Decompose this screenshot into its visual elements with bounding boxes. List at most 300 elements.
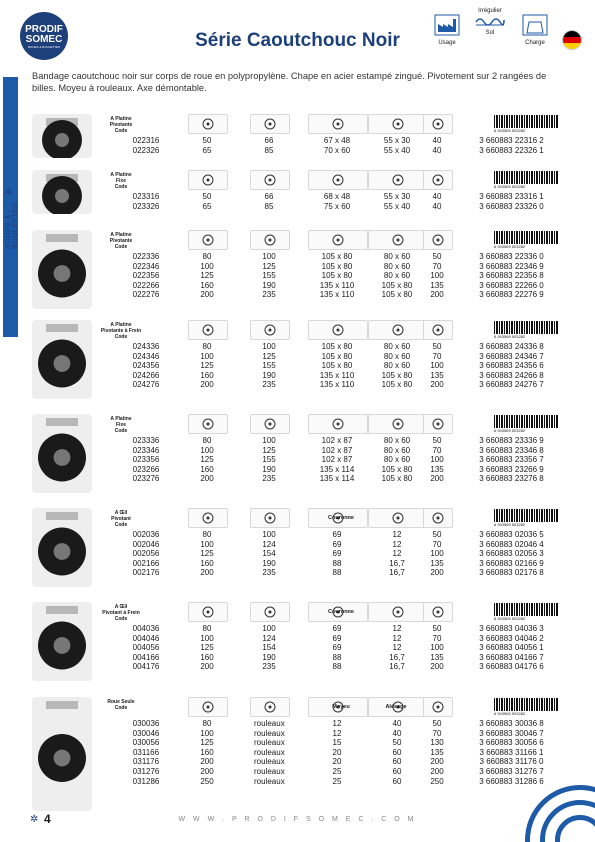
- barcode-number: 6 943569 503282: [494, 428, 526, 433]
- hole-spacing-icon: [368, 114, 428, 134]
- table-cell: 70: [432, 633, 442, 643]
- table-cell: 100: [200, 728, 214, 738]
- table-cell: 022316: [132, 136, 160, 145]
- plate-size-icon: [308, 114, 368, 134]
- table-cell: 235: [262, 568, 276, 578]
- table-cell: 024336: [132, 342, 160, 351]
- table-cell: 100: [262, 530, 276, 539]
- table-cell: 105 x 80: [321, 351, 353, 361]
- plate-size-icon-glyph: [332, 174, 344, 186]
- plate-size-icon-glyph: [332, 118, 344, 130]
- height-icon-glyph: [264, 234, 276, 246]
- table-cell: 023316: [132, 192, 160, 201]
- hole-spacing-icon: [368, 508, 428, 528]
- factory-icon: [434, 14, 460, 36]
- table-cell: 100: [200, 539, 214, 549]
- footer-url: W W W . P R O D I F S O M E C . C O M: [178, 816, 417, 823]
- height-icon: [250, 170, 290, 190]
- wheel-diameter-icon-glyph: [202, 174, 214, 186]
- section-label: A Platine Fixe Code: [110, 172, 132, 190]
- table-cell: 3 660883 22346 9: [479, 261, 544, 271]
- table-cell: 50: [432, 342, 442, 351]
- table-row: [32, 446, 564, 455]
- table-cell: 3 660883 04056 1: [479, 643, 544, 653]
- table-row: [32, 146, 564, 155]
- table-cell: 135: [430, 747, 444, 757]
- table-cell: 002056: [132, 549, 160, 559]
- table-cell: 135 x 114: [319, 474, 355, 484]
- table-cell: 69: [332, 633, 342, 643]
- table-cell: 023336: [132, 436, 160, 445]
- table-cell: 100: [200, 633, 214, 643]
- table-cell: 40: [432, 136, 442, 145]
- table-cell: 135: [430, 280, 444, 290]
- table-cell: rouleaux: [254, 747, 285, 757]
- table-cell: 16,7: [389, 568, 405, 578]
- table-cell: 3 660883 30046 7: [479, 728, 544, 738]
- table-cell: 80 x 60: [383, 342, 411, 351]
- load-icon-glyph: [432, 174, 444, 186]
- product-section: [32, 697, 564, 817]
- table-cell: 200: [200, 474, 214, 484]
- table-cell: 25: [332, 776, 342, 786]
- floor-caption: Sol: [485, 30, 495, 36]
- table-cell: 102 x 87: [321, 436, 353, 445]
- table-row: [32, 202, 564, 211]
- table-cell: 200: [430, 767, 444, 776]
- table-row: [32, 361, 564, 370]
- height-icon-glyph: [264, 418, 276, 430]
- load-icon-glyph: [432, 701, 444, 713]
- table-cell: 135 x 110: [319, 280, 355, 290]
- table-cell: 69: [332, 539, 342, 549]
- table-cell: 3 660883 02036 5: [479, 530, 544, 539]
- table-cell: 80: [202, 342, 212, 351]
- table-cell: 160: [200, 370, 214, 380]
- load-icon-glyph: [432, 418, 444, 430]
- section-label: A Platine Pivotante à Frein Code: [100, 322, 142, 340]
- table-cell: 105 x 80: [381, 370, 413, 380]
- table-cell: 85: [264, 145, 274, 155]
- table-cell: 155: [262, 361, 276, 371]
- table-cell: 67 x 48: [323, 136, 351, 145]
- table-cell: 88: [332, 652, 342, 662]
- table-cell: 12: [332, 728, 342, 738]
- table-cell: 88: [332, 568, 342, 578]
- table-cell: 3 660883 24276 7: [479, 380, 544, 390]
- table-cell: rouleaux: [254, 728, 285, 738]
- usage-indicator: [432, 14, 462, 46]
- table-cell: 66: [264, 136, 274, 145]
- table-cell: 102 x 87: [321, 455, 353, 465]
- table-cell: 023346: [132, 445, 160, 455]
- table-cell: 3 660883 22276 9: [479, 290, 544, 300]
- table-cell: 3 660883 22336 0: [479, 252, 544, 261]
- table-cell: 16,7: [389, 662, 405, 672]
- table-cell: 100: [430, 455, 444, 465]
- barcode-number: 6 943569 503282: [494, 711, 526, 716]
- table-cell: 88: [332, 558, 342, 568]
- table-cell: 105 x 80: [321, 342, 353, 351]
- table-row: [32, 757, 564, 766]
- table-cell: 100: [430, 549, 444, 559]
- plate-size-icon: [308, 230, 368, 250]
- wheel-diameter-icon: [188, 697, 228, 717]
- table-cell: 190: [262, 280, 276, 290]
- product-section: [32, 508, 564, 593]
- table-cell: 125: [262, 445, 276, 455]
- wheel-diameter-icon-glyph: [202, 118, 214, 130]
- table-cell: 155: [262, 271, 276, 281]
- table-cell: 3 660883 02046 4: [479, 539, 544, 549]
- table-cell: 80: [202, 436, 212, 445]
- table-cell: 235: [262, 290, 276, 300]
- table-row: [32, 371, 564, 380]
- table-cell: 65: [202, 145, 212, 155]
- table-cell: 75 x 60: [323, 201, 351, 211]
- table-header: [32, 170, 564, 190]
- table-cell: 160: [200, 464, 214, 474]
- table-cell: 200: [430, 568, 444, 578]
- floor-top-caption: Irrégulier: [478, 8, 502, 14]
- table-cell: 80 x 60: [383, 436, 411, 445]
- barcode-number: 6 943569 503282: [494, 522, 526, 527]
- table-row: [32, 643, 564, 652]
- table-cell: 135 x 114: [319, 464, 355, 474]
- table-row: [32, 281, 564, 290]
- table-cell: 105 x 80: [381, 474, 413, 484]
- table-cell: 50: [392, 738, 402, 748]
- table-cell: 70 x 60: [323, 145, 351, 155]
- table-cell: 022276: [132, 290, 160, 300]
- table-cell: 80: [202, 719, 212, 728]
- table-cell: 030036: [132, 719, 160, 728]
- table-cell: 80: [202, 252, 212, 261]
- table-row: [32, 540, 564, 549]
- table-cell: 100: [262, 252, 276, 261]
- table-cell: 022326: [132, 145, 160, 155]
- table-cell: 3 660883 24346 7: [479, 351, 544, 361]
- table-cell: 030046: [132, 728, 160, 738]
- hole-spacing-icon: [368, 602, 428, 622]
- section-label: Roue Seule Code: [107, 699, 135, 711]
- table-cell: 40: [392, 719, 402, 728]
- table-row: [32, 290, 564, 299]
- table-header: [32, 230, 564, 250]
- table-cell: 80: [202, 624, 212, 633]
- table-cell: 125: [200, 643, 214, 653]
- load-indicator: [520, 14, 550, 46]
- table-header: [32, 414, 564, 434]
- table-cell: 105 x 80: [381, 280, 413, 290]
- hole-spacing-icon: [368, 414, 428, 434]
- table-header: [32, 602, 564, 622]
- table-cell: 105 x 80: [321, 261, 353, 271]
- barcode-icon: [494, 603, 559, 616]
- height-icon: [250, 697, 290, 717]
- product-section: [32, 602, 564, 687]
- table-cell: 66: [264, 192, 274, 201]
- table-cell: 190: [262, 558, 276, 568]
- table-cell: 80 x 60: [383, 261, 411, 271]
- table-cell: 031286: [132, 776, 160, 786]
- table-cell: 3 660883 22266 0: [479, 280, 544, 290]
- hole-spacing-icon-glyph: [392, 324, 404, 336]
- load-icon: [423, 230, 453, 250]
- table-cell: 3 660883 02176 8: [479, 568, 544, 578]
- table-cell: 160: [200, 747, 214, 757]
- hole-spacing-icon-glyph: [392, 174, 404, 186]
- table-header: [32, 114, 564, 134]
- table-cell: 004046: [132, 633, 160, 643]
- table-cell: 022336: [132, 252, 160, 261]
- barcode-number: 6 943569 503282: [494, 334, 526, 339]
- table-cell: 023266: [132, 464, 160, 474]
- table-cell: 3 660883 30036 8: [479, 719, 544, 728]
- wheel-diameter-icon-glyph: [202, 701, 214, 713]
- hole-spacing-icon-glyph: [392, 606, 404, 618]
- table-row: [32, 380, 564, 389]
- table-cell: 124: [262, 633, 276, 643]
- table-cell: 50: [432, 624, 442, 633]
- table-cell: 40: [392, 728, 402, 738]
- table-row: [32, 474, 564, 483]
- hole-spacing-icon-glyph: [392, 512, 404, 524]
- intro-text: Bandage caoutchouc noir sur corps de roue en polypropylène. Chape en acier estampé zingué. Pivotement sur 2 rangées de billes. Moyeu à rouleaux. Axe démontable.: [32, 71, 547, 93]
- table-cell: 80: [202, 530, 212, 539]
- table-cell: 200: [430, 380, 444, 390]
- wheel-diameter-icon: [188, 602, 228, 622]
- plate-size-icon-glyph: [332, 324, 344, 336]
- table-cell: 023356: [132, 455, 160, 465]
- table-cell: 004036: [132, 624, 160, 633]
- table-cell: 105 x 80: [381, 380, 413, 390]
- table-cell: 024266: [132, 370, 160, 380]
- product-section: [32, 320, 564, 405]
- table-cell: 70: [432, 351, 442, 361]
- table-cell: 124: [262, 539, 276, 549]
- table-cell: 023276: [132, 474, 160, 484]
- table-cell: 50: [432, 530, 442, 539]
- table-cell: 160: [200, 652, 214, 662]
- section-label: A Platine Fixe Code: [110, 416, 132, 434]
- hole-spacing-icon: [368, 170, 428, 190]
- logo-line-3: ROUES & ROULETTES: [27, 45, 61, 49]
- table-cell: 3 660883 24356 6: [479, 361, 544, 371]
- table-cell: rouleaux: [254, 767, 285, 776]
- table-cell: rouleaux: [254, 719, 285, 728]
- barcode-icon: [494, 115, 559, 128]
- table-cell: 3 660883 31286 6: [479, 776, 544, 786]
- table-cell: 12: [392, 643, 402, 653]
- table-cell: 20: [332, 757, 342, 767]
- table-cell: 102 x 87: [321, 445, 353, 455]
- table-cell: 70: [432, 445, 442, 455]
- wheel-diameter-icon-glyph: [202, 418, 214, 430]
- table-cell: 002046: [132, 539, 160, 549]
- plate-size-icon-glyph: [332, 418, 344, 430]
- table-cell: 022356: [132, 271, 160, 281]
- wheel-diameter-icon: [188, 114, 228, 134]
- side-label: ROUES & ROULETTES: [5, 202, 19, 249]
- table-row: [32, 530, 564, 539]
- table-cell: 105 x 80: [321, 271, 353, 281]
- table-cell: 200: [430, 474, 444, 484]
- table-cell: 3 660883 24336 8: [479, 342, 544, 351]
- barcode-number: 6 943569 503282: [494, 244, 526, 249]
- table-row: [32, 624, 564, 633]
- table-cell: 50: [432, 719, 442, 728]
- table-cell: 200: [200, 662, 214, 672]
- load-icon-glyph: [432, 324, 444, 336]
- table-cell: 12: [392, 530, 402, 539]
- table-row: [32, 342, 564, 351]
- table-cell: 3 660883 31166 1: [479, 747, 544, 757]
- table-cell: 135: [430, 652, 444, 662]
- table-row: [32, 465, 564, 474]
- table-cell: rouleaux: [254, 738, 285, 748]
- product-section: [32, 114, 564, 164]
- table-cell: 50: [432, 436, 442, 445]
- height-icon: [250, 230, 290, 250]
- table-cell: 125: [200, 271, 214, 281]
- table-row: [32, 436, 564, 445]
- hole-spacing-icon: [368, 320, 428, 340]
- table-row: [32, 719, 564, 728]
- table-cell: 80 x 60: [383, 351, 411, 361]
- section-label: A Platine Pivotante Code: [109, 232, 133, 250]
- section-label: A Platine Pivotante Code: [109, 116, 133, 134]
- table-cell: 200: [200, 290, 214, 300]
- table-cell: 125: [200, 361, 214, 371]
- table-cell: 80 x 60: [383, 271, 411, 281]
- table-cell: 55 x 30: [383, 192, 411, 201]
- table-cell: 12: [392, 549, 402, 559]
- table-cell: rouleaux: [254, 776, 285, 786]
- load-icon-glyph: [432, 512, 444, 524]
- table-cell: 60: [392, 747, 402, 757]
- barcode-icon: [494, 171, 559, 184]
- barcode-number: 6 943569 503282: [494, 616, 526, 621]
- table-cell: 55 x 30: [383, 136, 411, 145]
- table-row: [32, 559, 564, 568]
- table-cell: 69: [332, 643, 342, 653]
- table-row: [32, 738, 564, 747]
- page-title: Série Caoutchouc Noir: [195, 30, 400, 51]
- table-cell: 16,7: [389, 558, 405, 568]
- table-cell: 154: [262, 549, 276, 559]
- table-cell: 022346: [132, 261, 160, 271]
- load-icon: [423, 170, 453, 190]
- table-cell: 200: [200, 767, 214, 776]
- product-section: [32, 414, 564, 499]
- barcode-icon: [494, 698, 559, 711]
- table-cell: 3 660883 23356 7: [479, 455, 544, 465]
- height-icon-glyph: [264, 174, 276, 186]
- table-cell: 69: [332, 624, 342, 633]
- barcode-icon: [494, 231, 559, 244]
- wheel-diameter-icon: [188, 414, 228, 434]
- table-cell: 12: [332, 719, 342, 728]
- table-cell: 024346: [132, 351, 160, 361]
- table-cell: 3 660883 31276 7: [479, 767, 544, 776]
- table-cell: 031276: [132, 767, 160, 776]
- table-cell: 3 660883 31176 0: [479, 757, 544, 767]
- barcode-icon: [494, 509, 559, 522]
- table-cell: 3 660883 23326 0: [479, 201, 544, 211]
- table-row: [32, 634, 564, 643]
- table-cell: 3 660883 23346 8: [479, 445, 544, 455]
- column-header-label: Couronne: [328, 609, 354, 615]
- load-icon: [423, 508, 453, 528]
- table-cell: 12: [392, 539, 402, 549]
- plate-size-icon-glyph: [332, 234, 344, 246]
- table-cell: 125: [200, 738, 214, 748]
- table-cell: 12: [392, 624, 402, 633]
- column-header-label: Alésage: [385, 704, 407, 710]
- table-cell: 70: [432, 539, 442, 549]
- table-cell: 105 x 80: [381, 464, 413, 474]
- table-cell: 80 x 60: [383, 252, 411, 261]
- table-cell: 3 660883 04166 7: [479, 652, 544, 662]
- table-cell: 3 660883 22356 8: [479, 271, 544, 281]
- table-cell: 16,7: [389, 652, 405, 662]
- floor-indicator: [470, 6, 510, 36]
- wheel-diameter-icon: [188, 230, 228, 250]
- table-cell: 155: [262, 455, 276, 465]
- barcode-icon: [494, 415, 559, 428]
- table-row: [32, 252, 564, 261]
- table-cell: 031166: [132, 747, 160, 757]
- height-icon: [250, 320, 290, 340]
- table-header: [32, 508, 564, 528]
- table-cell: 12: [392, 633, 402, 643]
- table-cell: 002036: [132, 530, 160, 539]
- table-cell: 50: [432, 252, 442, 261]
- table-cell: 69: [332, 530, 342, 539]
- table-cell: 3 660883 04176 6: [479, 662, 544, 672]
- plate-size-icon: [308, 320, 368, 340]
- table-cell: 3 660883 23316 1: [479, 192, 544, 201]
- table-cell: 200: [430, 662, 444, 672]
- footer-gear-icon: ✲: [30, 814, 39, 825]
- wheel-diameter-icon: [188, 320, 228, 340]
- table-header: [32, 320, 564, 340]
- wave-icon: [475, 14, 505, 26]
- table-cell: 3 660883 22326 1: [479, 145, 544, 155]
- table-header: [32, 697, 564, 717]
- table-cell: 154: [262, 643, 276, 653]
- table-row: [32, 352, 564, 361]
- wheel-diameter-icon: [188, 508, 228, 528]
- load-icon: [423, 114, 453, 134]
- table-cell: 85: [264, 201, 274, 211]
- table-cell: 135 x 110: [319, 290, 355, 300]
- table-row: [32, 192, 564, 201]
- hole-spacing-icon-glyph: [392, 418, 404, 430]
- table-row: [32, 662, 564, 671]
- table-cell: 50: [202, 136, 212, 145]
- load-icon-glyph: [432, 606, 444, 618]
- height-icon-glyph: [264, 118, 276, 130]
- table-cell: 100: [430, 271, 444, 281]
- table-cell: 3 660883 24266 8: [479, 370, 544, 380]
- table-cell: 69: [332, 549, 342, 559]
- table-row: [32, 767, 564, 776]
- table-cell: 105 x 80: [321, 252, 353, 261]
- table-cell: 125: [200, 549, 214, 559]
- table-cell: 105 x 80: [321, 361, 353, 371]
